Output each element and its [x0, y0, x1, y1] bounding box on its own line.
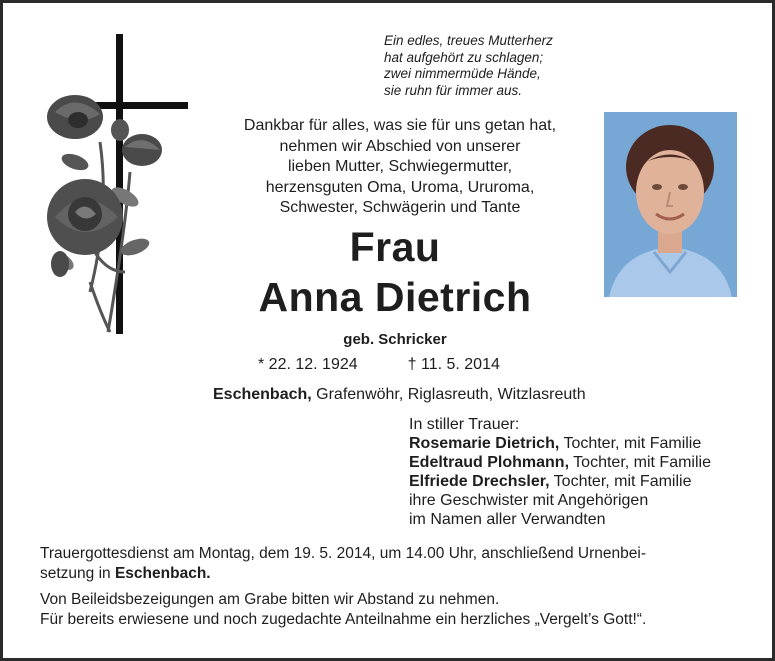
service-place: Eschenbach. — [114, 565, 211, 582]
intro-line: lieben Mutter, Schwiegermutter, — [287, 158, 513, 175]
intro-line: nehmen wir Abschied von unserer — [279, 137, 521, 155]
poem-line: sie ruhn für immer aus. — [384, 82, 523, 98]
deceased-name: Anna Dietrich — [258, 274, 532, 320]
service-line-2 — [40, 564, 740, 584]
intro-line: herzensguten Oma, Uroma, Ururoma, — [265, 178, 535, 196]
intro-line: Dankbar für alles, was sie für uns getan hat, — [243, 117, 557, 134]
main-place: Eschenbach, — [213, 386, 312, 403]
poem-line: zwei nimmermüde Hände, — [384, 66, 541, 81]
service-info — [40, 544, 740, 584]
mourner-name: Rosemarie Dietrich, — [409, 435, 560, 452]
poem-line: hat aufgehört zu schlagen; — [384, 49, 544, 65]
death-date: † 11. 5. 2014 — [407, 356, 500, 373]
service-line: Trauergottesdienst am Montag, dem 19. 5. 2014, um 14.00 Uhr, anschließend Urnenbei- — [40, 545, 646, 562]
mourner-relation: Tochter, mit Familie — [569, 454, 711, 471]
closing-text — [40, 590, 646, 629]
mourner-row — [409, 434, 711, 453]
portrait-photo — [604, 112, 737, 297]
intro-line: Schwester, Schwägerin und Tante — [279, 199, 521, 216]
mourner-row — [409, 472, 711, 491]
mourner-relation: Tochter, mit Familie — [549, 473, 692, 490]
mourners-block — [409, 415, 711, 529]
mourner-relation: Tochter, mit Familie — [559, 435, 702, 452]
closing-line: Von Beileidsbezeigungen am Grabe bitten wir Abstand zu nehmen. — [40, 591, 500, 608]
service-text: setzung in — [40, 565, 115, 582]
mourner-name: Elfriede Drechsler, — [409, 473, 550, 490]
mourner-row — [409, 453, 711, 472]
closing-line: Für bereits erwiesene und noch zugedachte Anteilnahme ein herzliches „Vergelt’s Gott!“. — [40, 610, 647, 628]
poem-line: Ein edles, treues Mutterherz — [384, 33, 553, 48]
mourner-extra: ihre Geschwister mit Angehörigen — [409, 492, 649, 509]
title-frau: Frau — [349, 224, 441, 270]
intro-text — [205, 116, 595, 219]
mourners-heading: In stiller Trauer: — [409, 416, 520, 433]
other-places: Grafenwöhr, Riglasreuth, Witzlasreuth — [311, 386, 586, 403]
dates-row — [258, 356, 500, 374]
cross-with-roses-image — [30, 32, 200, 342]
birth-date: * 22. 12. 1924 — [258, 356, 358, 373]
poem — [384, 33, 553, 99]
maiden-name: geb. Schricker — [343, 331, 447, 348]
mourner-name: Edeltraud Plohmann, — [409, 454, 570, 471]
mourner-extra: im Namen aller Verwandten — [409, 511, 606, 528]
places-line — [213, 386, 586, 404]
